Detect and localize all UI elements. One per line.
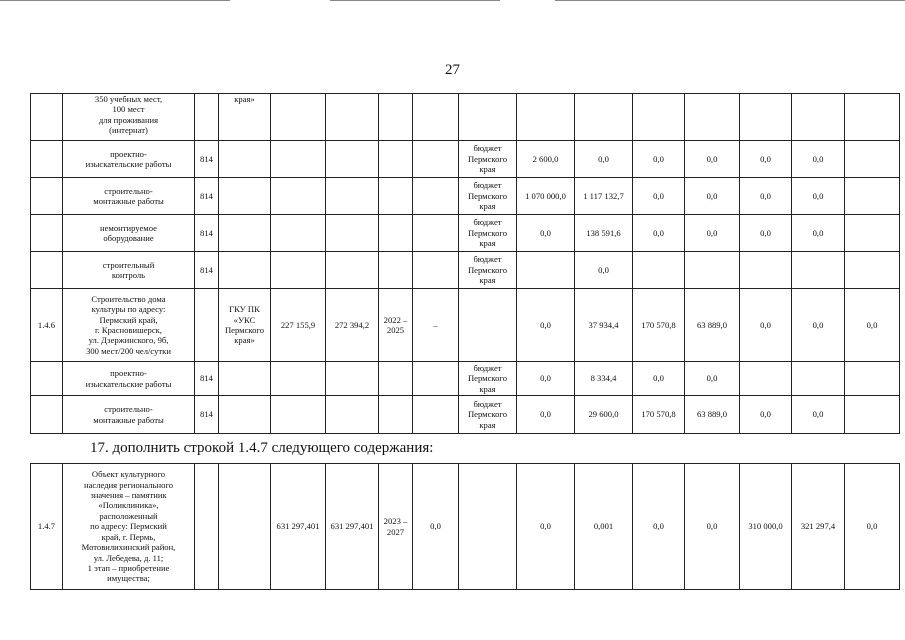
table-cell: 0,0	[685, 464, 740, 590]
table-cell	[271, 396, 326, 434]
table-cell: проектно- изыскательские работы	[63, 362, 195, 396]
table-cell: 0,0	[685, 178, 740, 215]
table-cell: бюджет Пермского края	[459, 396, 517, 434]
table-cell: 0,0	[685, 362, 740, 396]
table-row	[31, 94, 900, 141]
table-cell: 170 570,8	[633, 289, 685, 362]
table-cell: 1 117 132,7	[575, 178, 633, 215]
table-cell: 1.4.6	[31, 289, 63, 362]
table-cell	[31, 362, 63, 396]
table-cell: 0,0	[517, 289, 575, 362]
table-cell	[31, 94, 63, 141]
table-cell	[326, 252, 379, 289]
table-cell: 814	[195, 252, 219, 289]
table-cell	[326, 178, 379, 215]
table-cell: 8 334,4	[575, 362, 633, 396]
table-cell: 814	[195, 396, 219, 434]
table-cell	[31, 215, 63, 252]
table-cell	[271, 94, 326, 141]
table-cell: 0,0	[685, 215, 740, 252]
page-top-rule-left	[0, 0, 230, 1]
table-cell: 227 155,9	[271, 289, 326, 362]
table-cell	[326, 215, 379, 252]
table-cell: 63 889,0	[685, 396, 740, 434]
table-cell: 170 570,8	[633, 396, 685, 434]
table-row	[31, 215, 900, 252]
table-cell: 29 600,0	[575, 396, 633, 434]
table-cell: 0,0	[792, 215, 845, 252]
table-cell	[685, 252, 740, 289]
table-cell	[740, 252, 792, 289]
table-cell	[271, 178, 326, 215]
table-cell: 272 394,2	[326, 289, 379, 362]
table-cell: края»	[219, 94, 271, 141]
table-cell: 2023 – 2027	[379, 464, 413, 590]
page-top-rule-right	[555, 0, 905, 1]
table-cell: 350 учебных мест, 100 мест для проживания (интернат)	[63, 94, 195, 141]
table-cell: 0,0	[740, 396, 792, 434]
table-cell: 0,0	[517, 464, 575, 590]
table-cell: 63 889,0	[685, 289, 740, 362]
table-cell: 1 070 000,0	[517, 178, 575, 215]
table-row	[31, 141, 900, 178]
table-cell	[845, 252, 900, 289]
table-cell: 0,001	[575, 464, 633, 590]
table-row	[31, 289, 900, 362]
table-cell: строительно- монтажные работы	[63, 178, 195, 215]
table-cell: 1.4.7	[31, 464, 63, 590]
table-cell	[845, 362, 900, 396]
table-cell: 631 297,401	[271, 464, 326, 590]
table-cell	[379, 396, 413, 434]
table-cell: 138 591,6	[575, 215, 633, 252]
table-cell: 0,0	[633, 464, 685, 590]
table-row	[31, 178, 900, 215]
table-cell	[326, 362, 379, 396]
table-cell: 0,0	[517, 396, 575, 434]
table-cell	[195, 289, 219, 362]
table-cell	[271, 141, 326, 178]
table-cell	[792, 252, 845, 289]
table-cell	[271, 252, 326, 289]
table-cell	[219, 252, 271, 289]
table-cell: 814	[195, 362, 219, 396]
table-cell: 0,0	[845, 289, 900, 362]
table-cell: 310 000,0	[740, 464, 792, 590]
table-cell: 0,0	[633, 215, 685, 252]
table-cell	[219, 396, 271, 434]
table-cell: 0,0	[633, 141, 685, 178]
table-cell	[31, 252, 63, 289]
table-cell	[271, 215, 326, 252]
table-cell: немонтируемое оборудование	[63, 215, 195, 252]
table-cell	[740, 362, 792, 396]
table-cell: 0,0	[685, 141, 740, 178]
table-cell: бюджет Пермского края	[459, 362, 517, 396]
table-cell	[379, 178, 413, 215]
table-cell	[31, 178, 63, 215]
table-cell: Строительство дома культуры по адресу: Пермский край, г. Красновишерск, ул. Дзержинского, 9б, 300 мест/200 чел/сутки	[63, 289, 195, 362]
table-cell: 0,0	[740, 141, 792, 178]
table-cell	[219, 141, 271, 178]
table-cell: бюджет Пермского края	[459, 141, 517, 178]
table-cell	[633, 252, 685, 289]
table-cell	[845, 396, 900, 434]
table-row	[31, 396, 900, 434]
table-cell: 0,0	[517, 362, 575, 396]
table-cell: 814	[195, 215, 219, 252]
table-cell: 814	[195, 141, 219, 178]
table-cell	[379, 94, 413, 141]
table-cell: 321 297,4	[792, 464, 845, 590]
table-cell	[845, 178, 900, 215]
table-cell	[379, 215, 413, 252]
table-cell: бюджет Пермского края	[459, 215, 517, 252]
table-cell: 0,0	[740, 178, 792, 215]
table-cell	[792, 362, 845, 396]
table-cell: ГКУ ПК «УКС Пермского края»	[219, 289, 271, 362]
table-cell: 0,0	[792, 141, 845, 178]
table-cell: 0,0	[792, 178, 845, 215]
table-cell: 0,0	[633, 178, 685, 215]
table-cell	[379, 252, 413, 289]
table-cell	[413, 141, 459, 178]
table-cell: 0,0	[792, 289, 845, 362]
table-cell	[195, 94, 219, 141]
page-number: 27	[445, 62, 460, 78]
table-cell: бюджет Пермского края	[459, 178, 517, 215]
table-cell	[219, 215, 271, 252]
table-cell: 0,0	[413, 464, 459, 590]
table-cell	[575, 94, 633, 141]
table-cell: 0,0	[517, 215, 575, 252]
table-cell: 0,0	[792, 396, 845, 434]
table-cell: 37 934,4	[575, 289, 633, 362]
table-cell	[845, 94, 900, 141]
table-cell: 0,0	[740, 215, 792, 252]
table-cell	[792, 94, 845, 141]
table-cell	[326, 141, 379, 178]
table-cell	[379, 141, 413, 178]
table-cell: 0,0	[740, 289, 792, 362]
table-cell	[517, 252, 575, 289]
table-row	[31, 464, 900, 590]
table-cell: строительно- монтажные работы	[63, 396, 195, 434]
table-cell	[219, 178, 271, 215]
table-cell	[413, 396, 459, 434]
table-cell	[413, 178, 459, 215]
table-cell	[219, 362, 271, 396]
table-cell	[326, 396, 379, 434]
table-row	[31, 252, 900, 289]
table-cell: 2 600,0	[517, 141, 575, 178]
table-cell	[633, 94, 685, 141]
table-cell	[326, 94, 379, 141]
table-cell: проектно- изыскательские работы	[63, 141, 195, 178]
table-cell	[31, 396, 63, 434]
table-cell	[459, 464, 517, 590]
table-cell: 814	[195, 178, 219, 215]
table-cell: Объект культурного наследия регионального значения – памятник «Поликлиника», расположенный по адресу: Пермский край, г. Пермь, Мотовилихинский район, ул. Лебедева, д. 11; 1 этап – приобретение имущества;	[63, 464, 195, 590]
table-row	[31, 362, 900, 396]
table-cell: 0,0	[575, 141, 633, 178]
table-cell: 0,0	[575, 252, 633, 289]
table-cell	[459, 94, 517, 141]
table-cell	[195, 464, 219, 590]
table-cell	[685, 94, 740, 141]
table-cell	[413, 362, 459, 396]
page-top-rule-mid	[330, 0, 500, 1]
table-cell	[379, 362, 413, 396]
table-cell	[845, 215, 900, 252]
budget-table-continued	[30, 93, 900, 434]
table-cell	[271, 362, 326, 396]
table-cell	[740, 94, 792, 141]
table-cell: 631 297,401	[326, 464, 379, 590]
budget-table-new-row	[30, 463, 900, 590]
table-cell: бюджет Пермского края	[459, 252, 517, 289]
table-cell	[31, 141, 63, 178]
table-cell	[517, 94, 575, 141]
table-cell: 2022 – 2025	[379, 289, 413, 362]
table-cell	[219, 464, 271, 590]
table-cell: строительный контроль	[63, 252, 195, 289]
amendment-heading: 17. дополнить строкой 1.4.7 следующего содержания:	[90, 440, 434, 456]
table-cell: 0,0	[845, 464, 900, 590]
table-cell: 0,0	[633, 362, 685, 396]
table-cell	[413, 215, 459, 252]
table-cell	[413, 94, 459, 141]
table-cell: –	[413, 289, 459, 362]
table-cell	[845, 141, 900, 178]
table-cell	[413, 252, 459, 289]
table-cell	[459, 289, 517, 362]
